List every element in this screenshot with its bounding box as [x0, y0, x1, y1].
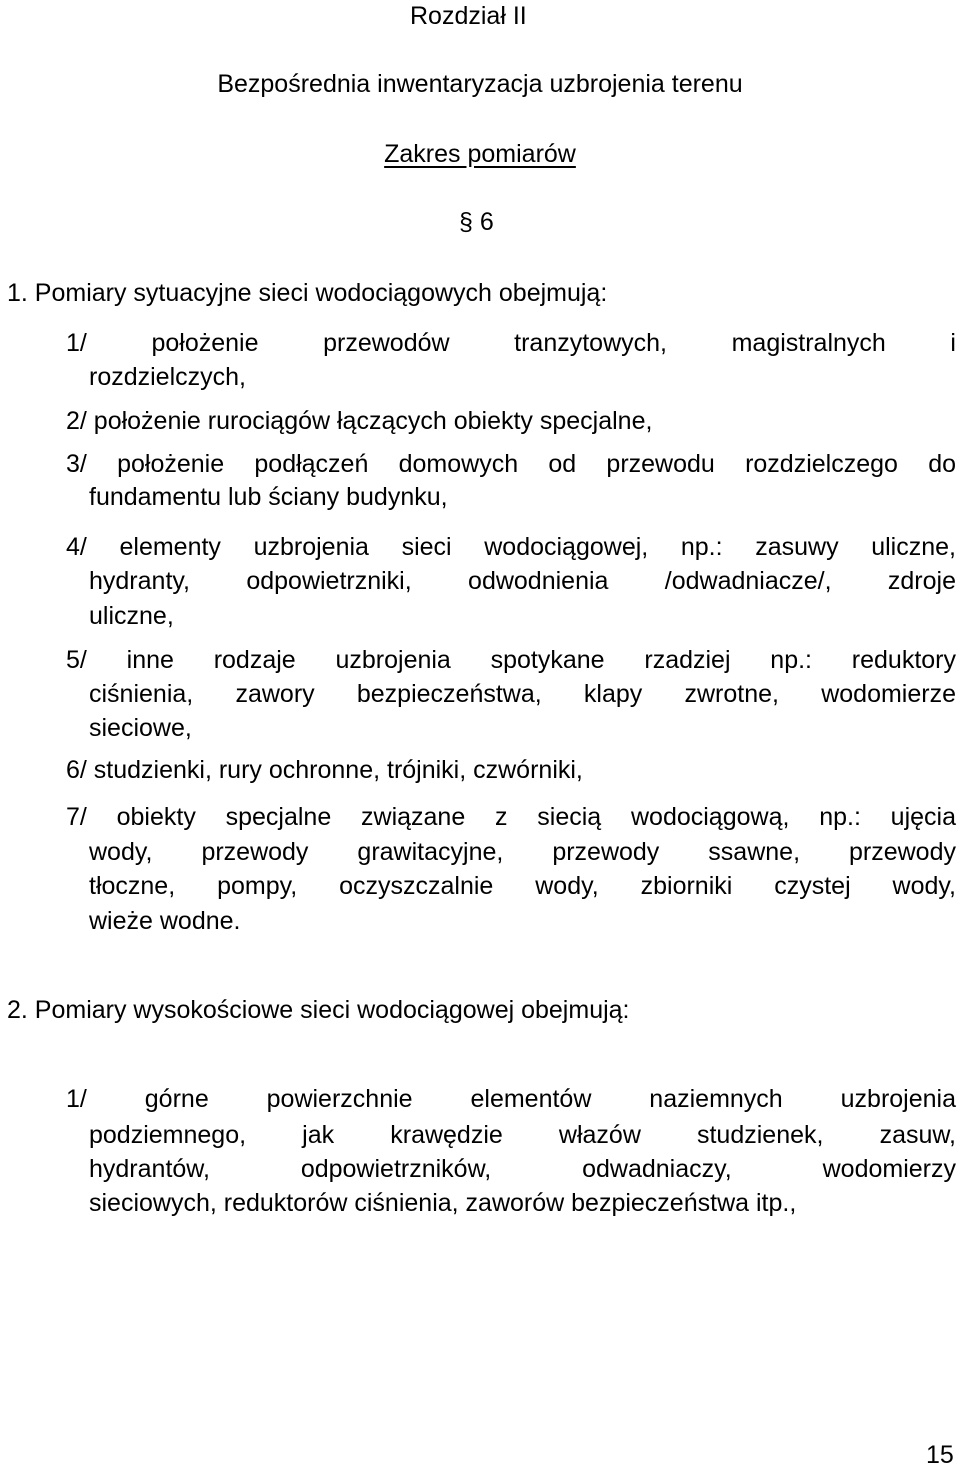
list-item-line: hydranty, odpowietrzniki, odwodnienia /odwadniacze/, zdroje [89, 567, 956, 595]
list-item-line: 5/ inne rodzaje uzbrojenia spotykane rzadziej np.: reduktory [66, 646, 956, 674]
list-item-line: uliczne, [89, 602, 174, 630]
list-item-line: hydrantów, odpowietrzników, odwadniaczy, wodomierzy [89, 1155, 956, 1183]
list-item-line: 3/ położenie podłączeń domowych od przewodu rozdzielczego do [66, 450, 956, 478]
list-item-line: 6/ studzienki, rury ochronne, trójniki, czwórniki, [66, 756, 583, 784]
section-heading: Zakres pomiarów [384, 140, 576, 168]
point-1-heading: 1. Pomiary sytuacyjne sieci wodociągowych obejmują: [7, 279, 608, 307]
list-item-line: tłoczne, pompy, oczyszczalnie wody, zbiorniki czystej wody, [89, 872, 956, 900]
list-item-line: sieciowych, reduktorów ciśnienia, zaworów bezpieczeństwa itp., [89, 1189, 797, 1217]
list-item-line: 4/ elementy uzbrojenia sieci wodociągowej, np.: zasuwy uliczne, [66, 533, 956, 561]
list-item-line: wieże wodne. [89, 907, 241, 935]
chapter-heading: Rozdział II [410, 2, 527, 30]
list-item-line: fundamentu lub ściany budynku, [89, 483, 448, 511]
document-title: Bezpośrednia inwentaryzacja uzbrojenia terenu [217, 70, 743, 98]
page-number: 15 [926, 1441, 954, 1469]
paragraph-mark: § 6 [459, 208, 494, 236]
list-item-line: rozdzielczych, [89, 363, 246, 391]
list-item-line: wody, przewody grawitacyjne, przewody ssawne, przewody [89, 838, 956, 866]
point-2-heading: 2. Pomiary wysokościowe sieci wodociągowej obejmują: [7, 996, 630, 1024]
list-item-line: podziemnego, jak krawędzie włazów studzienek, zasuw, [89, 1121, 956, 1149]
list-item-line: sieciowe, [89, 714, 192, 742]
list-item-line: 7/ obiekty specjalne związane z siecią wodociągową, np.: ujęcia [66, 803, 956, 831]
list-item-line: 2/ położenie rurociągów łączących obiekty specjalne, [66, 407, 653, 435]
list-item-line: ciśnienia, zawory bezpieczeństwa, klapy zwrotne, wodomierze [89, 680, 956, 708]
list-item-line: 1/ położenie przewodów tranzytowych, magistralnych i [66, 329, 956, 357]
list-item-line: 1/ górne powierzchnie elementów naziemnych uzbrojenia [66, 1085, 956, 1113]
